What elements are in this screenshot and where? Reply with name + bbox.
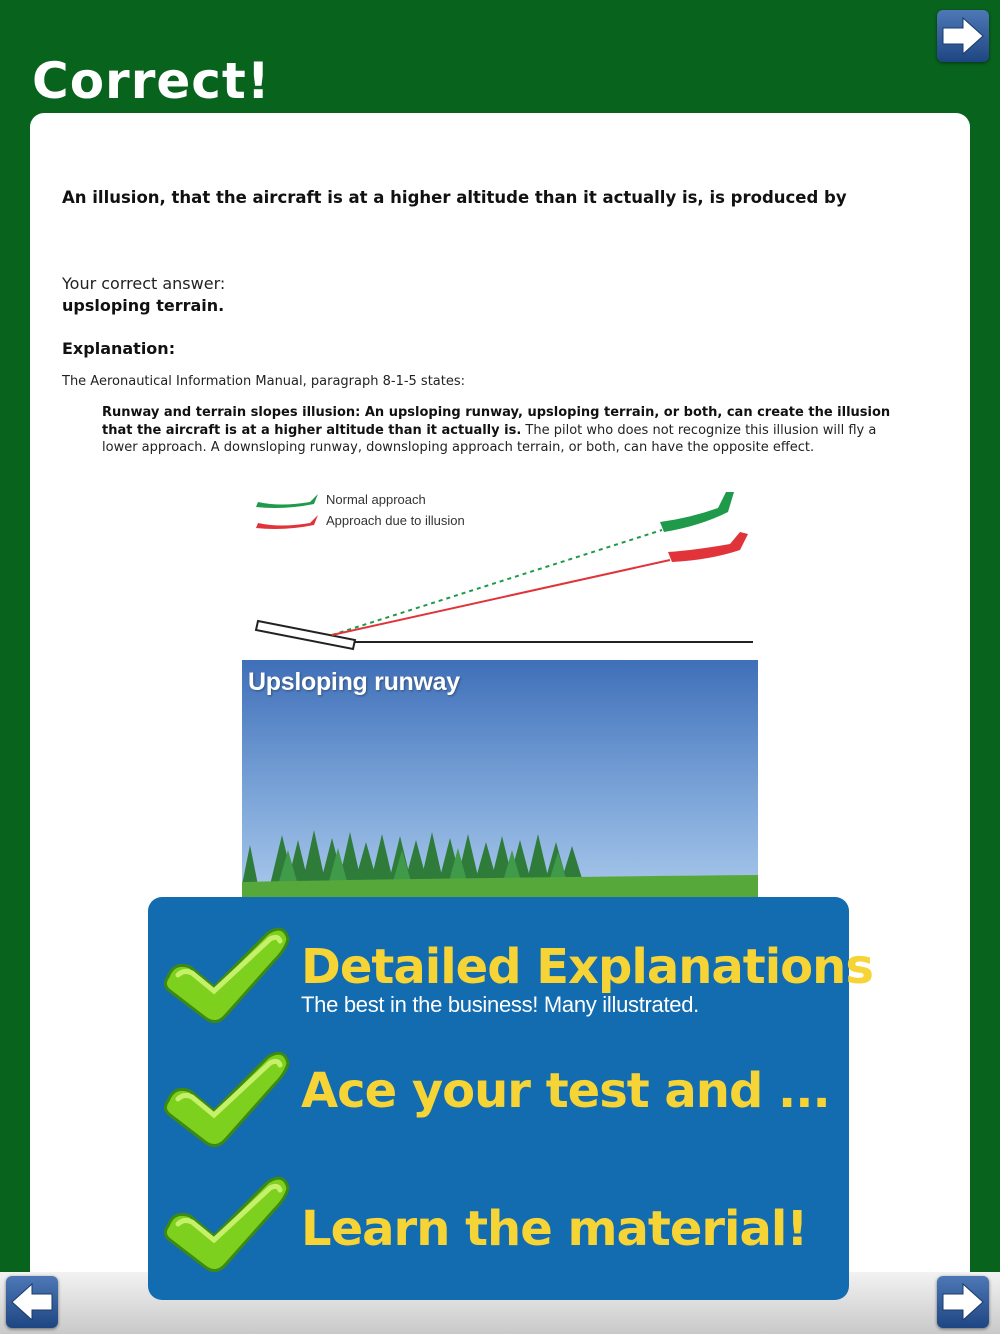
answer-value: upsloping terrain. <box>62 296 225 315</box>
arrow-right-icon <box>937 10 989 62</box>
checkmark-icon <box>160 1049 290 1149</box>
page-title: Correct! <box>32 52 271 110</box>
next-button-top[interactable] <box>937 10 989 62</box>
arrow-left-icon <box>6 1276 58 1328</box>
explanation-quote-bold: Runway and terrain slopes illusion: An upsloping runway, upsloping terrain, or both, can create the illusion that the aircraft is at a higher altitude than it actually is. <box>102 405 891 438</box>
legend-illusion-label: Approach due to illusion <box>326 513 465 528</box>
arrow-right-icon <box>937 1276 989 1328</box>
promo-heading-2: Ace your test and ... <box>301 1063 830 1119</box>
checkmark-icon <box>160 1174 290 1274</box>
image-title: Upsloping runway <box>248 668 460 696</box>
approach-diagram <box>240 480 770 660</box>
upsloping-runway-image <box>242 660 758 898</box>
tree-line-icon <box>242 660 758 898</box>
upsloping-runway-shape <box>256 621 355 649</box>
normal-approach-path <box>332 530 662 635</box>
previous-button[interactable] <box>6 1276 58 1328</box>
promo-heading-3: Learn the material! <box>301 1201 808 1257</box>
illusion-aircraft-icon <box>668 532 748 562</box>
explanation-quote-normal: The pilot who does not recognize this illusion will fly a lower approach. A downsloping runway, downsloping approach terrain, or both, can have the opposite effect. <box>102 422 877 455</box>
answer-label: Your correct answer: <box>62 274 226 293</box>
next-button-bottom[interactable] <box>937 1276 989 1328</box>
checkmark-icon <box>160 925 290 1025</box>
illusion-approach-path <box>332 560 670 635</box>
legend-normal-swatch-icon <box>256 494 318 508</box>
legend-normal-label: Normal approach <box>326 492 426 507</box>
normal-aircraft-icon <box>660 492 734 532</box>
promo-heading-1: Detailed Explanations <box>301 939 873 995</box>
promo-subtext-1: The best in the business! Many illustrated. <box>301 992 699 1017</box>
promo-banner <box>148 897 873 1300</box>
legend-illusion-swatch-icon <box>256 515 318 529</box>
explanation-heading: Explanation: <box>62 339 176 358</box>
explanation-source: The Aeronautical Information Manual, paragraph 8-1-5 states: <box>62 374 466 389</box>
explanation-quote <box>102 404 902 457</box>
question-text: An illusion, that the aircraft is at a higher altitude than it actually is, is produced by <box>62 188 847 207</box>
